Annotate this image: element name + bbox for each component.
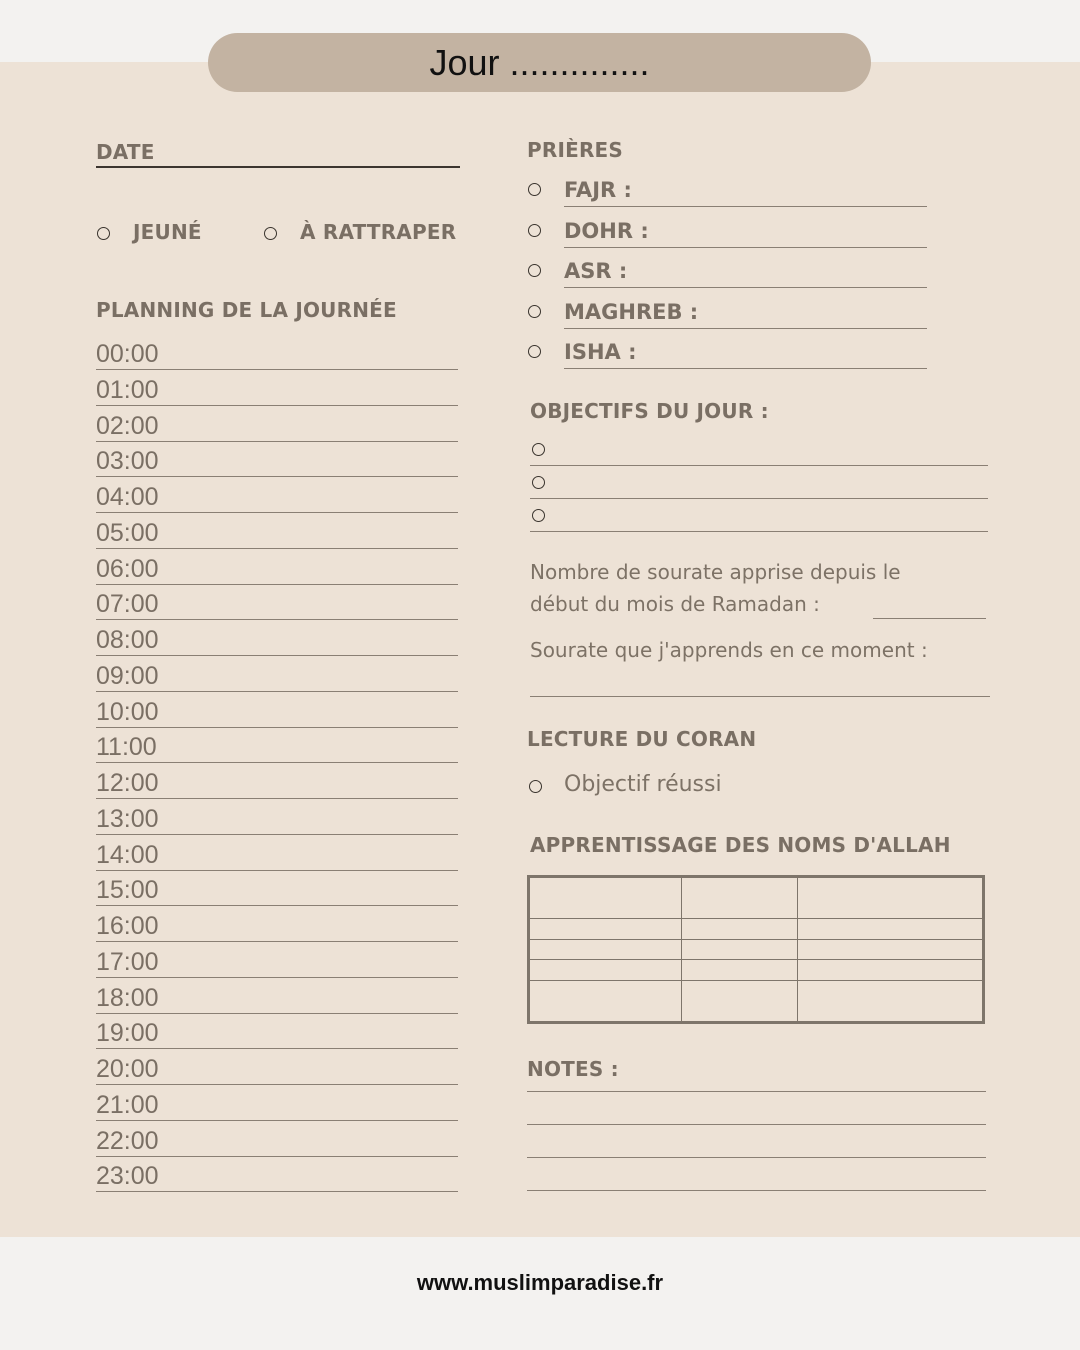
table-row [529, 960, 984, 981]
table-cell[interactable] [798, 877, 984, 919]
planning-hour-line[interactable] [96, 870, 458, 871]
objective-line[interactable] [530, 498, 988, 499]
rattraper-label: À RATTRAPER [300, 220, 457, 244]
page-title: Jour .............. [208, 33, 871, 92]
notes-line[interactable] [527, 1124, 986, 1125]
notes-line[interactable] [527, 1157, 986, 1158]
planning-hour-label: 21:00 [96, 1090, 159, 1119]
planning-hour-line[interactable] [96, 512, 458, 513]
planning-hour-line[interactable] [96, 476, 458, 477]
notes-line[interactable] [527, 1190, 986, 1191]
allah-names-table [527, 875, 985, 1024]
objective-line[interactable] [530, 531, 988, 532]
objective-line[interactable] [530, 465, 988, 466]
planning-hour-line[interactable] [96, 1120, 458, 1121]
table-row [529, 939, 984, 960]
table-cell[interactable] [682, 960, 798, 981]
planning-title: PLANNING DE LA JOURNÉE [96, 298, 397, 322]
prayer-checkbox[interactable] [528, 224, 541, 237]
table-cell[interactable] [529, 960, 682, 981]
date-label: DATE [96, 140, 155, 164]
planning-hour-label: 01:00 [96, 375, 159, 404]
planning-hour-line[interactable] [96, 1084, 458, 1085]
planning-hour-line[interactable] [96, 1048, 458, 1049]
prayer-line[interactable] [564, 328, 927, 329]
planning-hour-line[interactable] [96, 941, 458, 942]
planning-hour-line[interactable] [96, 977, 458, 978]
objective-checkbox[interactable] [532, 509, 545, 522]
planning-hour-label: 02:00 [96, 411, 159, 440]
planning-hour-line[interactable] [96, 369, 458, 370]
planning-hour-label: 06:00 [96, 554, 159, 583]
table-cell[interactable] [682, 877, 798, 919]
prayer-label: MAGHREB : [564, 299, 699, 324]
planning-hour-label: 04:00 [96, 483, 159, 511]
planning-hour-line[interactable] [96, 405, 458, 406]
prayer-line[interactable] [564, 206, 927, 207]
planning-hour-line[interactable] [96, 441, 458, 442]
rattraper-checkbox[interactable] [264, 227, 277, 240]
planning-hour-line[interactable] [96, 619, 458, 620]
prayer-label: DOHR : [564, 218, 649, 243]
planning-hour-label: 05:00 [96, 518, 159, 547]
planning-hour-label: 15:00 [96, 876, 159, 905]
planning-hour-label: 23:00 [96, 1162, 159, 1191]
table-cell[interactable] [682, 939, 798, 960]
table-cell[interactable] [798, 918, 984, 939]
table-cell[interactable] [529, 918, 682, 939]
date-line[interactable] [96, 166, 460, 168]
prayers-title: PRIÈRES [527, 138, 624, 162]
planning-hour-line[interactable] [96, 1191, 458, 1192]
footer-url: www.muslimparadise.fr [416, 1270, 664, 1295]
planning-hour-line[interactable] [96, 1013, 458, 1014]
planning-hour-line[interactable] [96, 905, 458, 906]
coran-objective-label: Objectif réussi [564, 772, 722, 797]
table-cell[interactable] [529, 939, 682, 960]
sourate-current-label: Sourate que j'apprends en ce moment : [530, 638, 928, 662]
planning-hour-line[interactable] [96, 548, 458, 549]
sourate-count-line2: début du mois de Ramadan : [530, 592, 820, 616]
planning-hour-label: 12:00 [96, 769, 159, 797]
table-cell[interactable] [529, 981, 682, 1023]
notes-line[interactable] [527, 1091, 986, 1092]
table-row [529, 877, 984, 919]
table-cell[interactable] [798, 981, 984, 1023]
planning-hour-label: 13:00 [96, 804, 159, 833]
planning-hour-label: 03:00 [96, 447, 159, 476]
planning-hour-label: 11:00 [96, 733, 157, 762]
objectives-title: OBJECTIFS DU JOUR : [530, 399, 769, 423]
planning-hour-line[interactable] [96, 1156, 458, 1157]
jeune-label: JEUNÉ [133, 220, 202, 244]
planning-hour-label: 08:00 [96, 626, 159, 654]
sourate-current-line[interactable] [530, 696, 990, 697]
objective-checkbox[interactable] [532, 476, 545, 489]
coran-objective-checkbox[interactable] [529, 780, 542, 793]
planning-hour-label: 19:00 [96, 1019, 159, 1048]
sourate-count-line1: Nombre de sourate apprise depuis le [530, 560, 901, 584]
table-cell[interactable] [529, 877, 682, 919]
coran-title: LECTURE DU CORAN [527, 727, 757, 751]
objective-checkbox[interactable] [532, 443, 545, 456]
table-cell[interactable] [682, 918, 798, 939]
notes-title: NOTES : [527, 1057, 619, 1081]
planning-hour-label: 18:00 [96, 983, 159, 1012]
prayer-label: FAJR : [564, 178, 632, 202]
planning-hour-line[interactable] [96, 762, 458, 763]
planning-hour-line[interactable] [96, 655, 458, 656]
planning-hour-label: 14:00 [96, 840, 159, 869]
planning-hour-line[interactable] [96, 798, 458, 799]
planning-hour-label: 22:00 [96, 1126, 159, 1155]
planning-hour-label: 09:00 [96, 661, 159, 690]
table-row [529, 918, 984, 939]
sourate-count-line[interactable] [873, 618, 986, 619]
prayer-label: ASR : [564, 259, 628, 284]
jeune-checkbox[interactable] [97, 227, 110, 240]
planning-hour-line[interactable] [96, 584, 458, 585]
table-cell[interactable] [798, 939, 984, 960]
prayer-label: ISHA : [564, 340, 637, 365]
planning-hour-line[interactable] [96, 727, 458, 728]
table-cell[interactable] [682, 981, 798, 1023]
planning-hour-label: 00:00 [96, 340, 159, 368]
prayer-line[interactable] [564, 287, 927, 288]
planning-hour-label: 16:00 [96, 912, 159, 940]
planning-hour-line[interactable] [96, 834, 458, 835]
allah-names-title: APPRENTISSAGE DES NOMS D'ALLAH [530, 833, 951, 857]
prayer-line[interactable] [564, 368, 927, 369]
planning-hour-label: 07:00 [96, 590, 159, 619]
planning-hour-line[interactable] [96, 691, 458, 692]
prayer-line[interactable] [564, 247, 927, 248]
planning-hour-label: 20:00 [96, 1055, 159, 1083]
prayer-checkbox[interactable] [528, 183, 541, 196]
table-row [529, 981, 984, 1023]
planning-hour-label: 17:00 [96, 947, 159, 976]
table-cell[interactable] [798, 960, 984, 981]
prayer-checkbox[interactable] [528, 305, 541, 318]
planning-hour-label: 10:00 [96, 697, 159, 726]
